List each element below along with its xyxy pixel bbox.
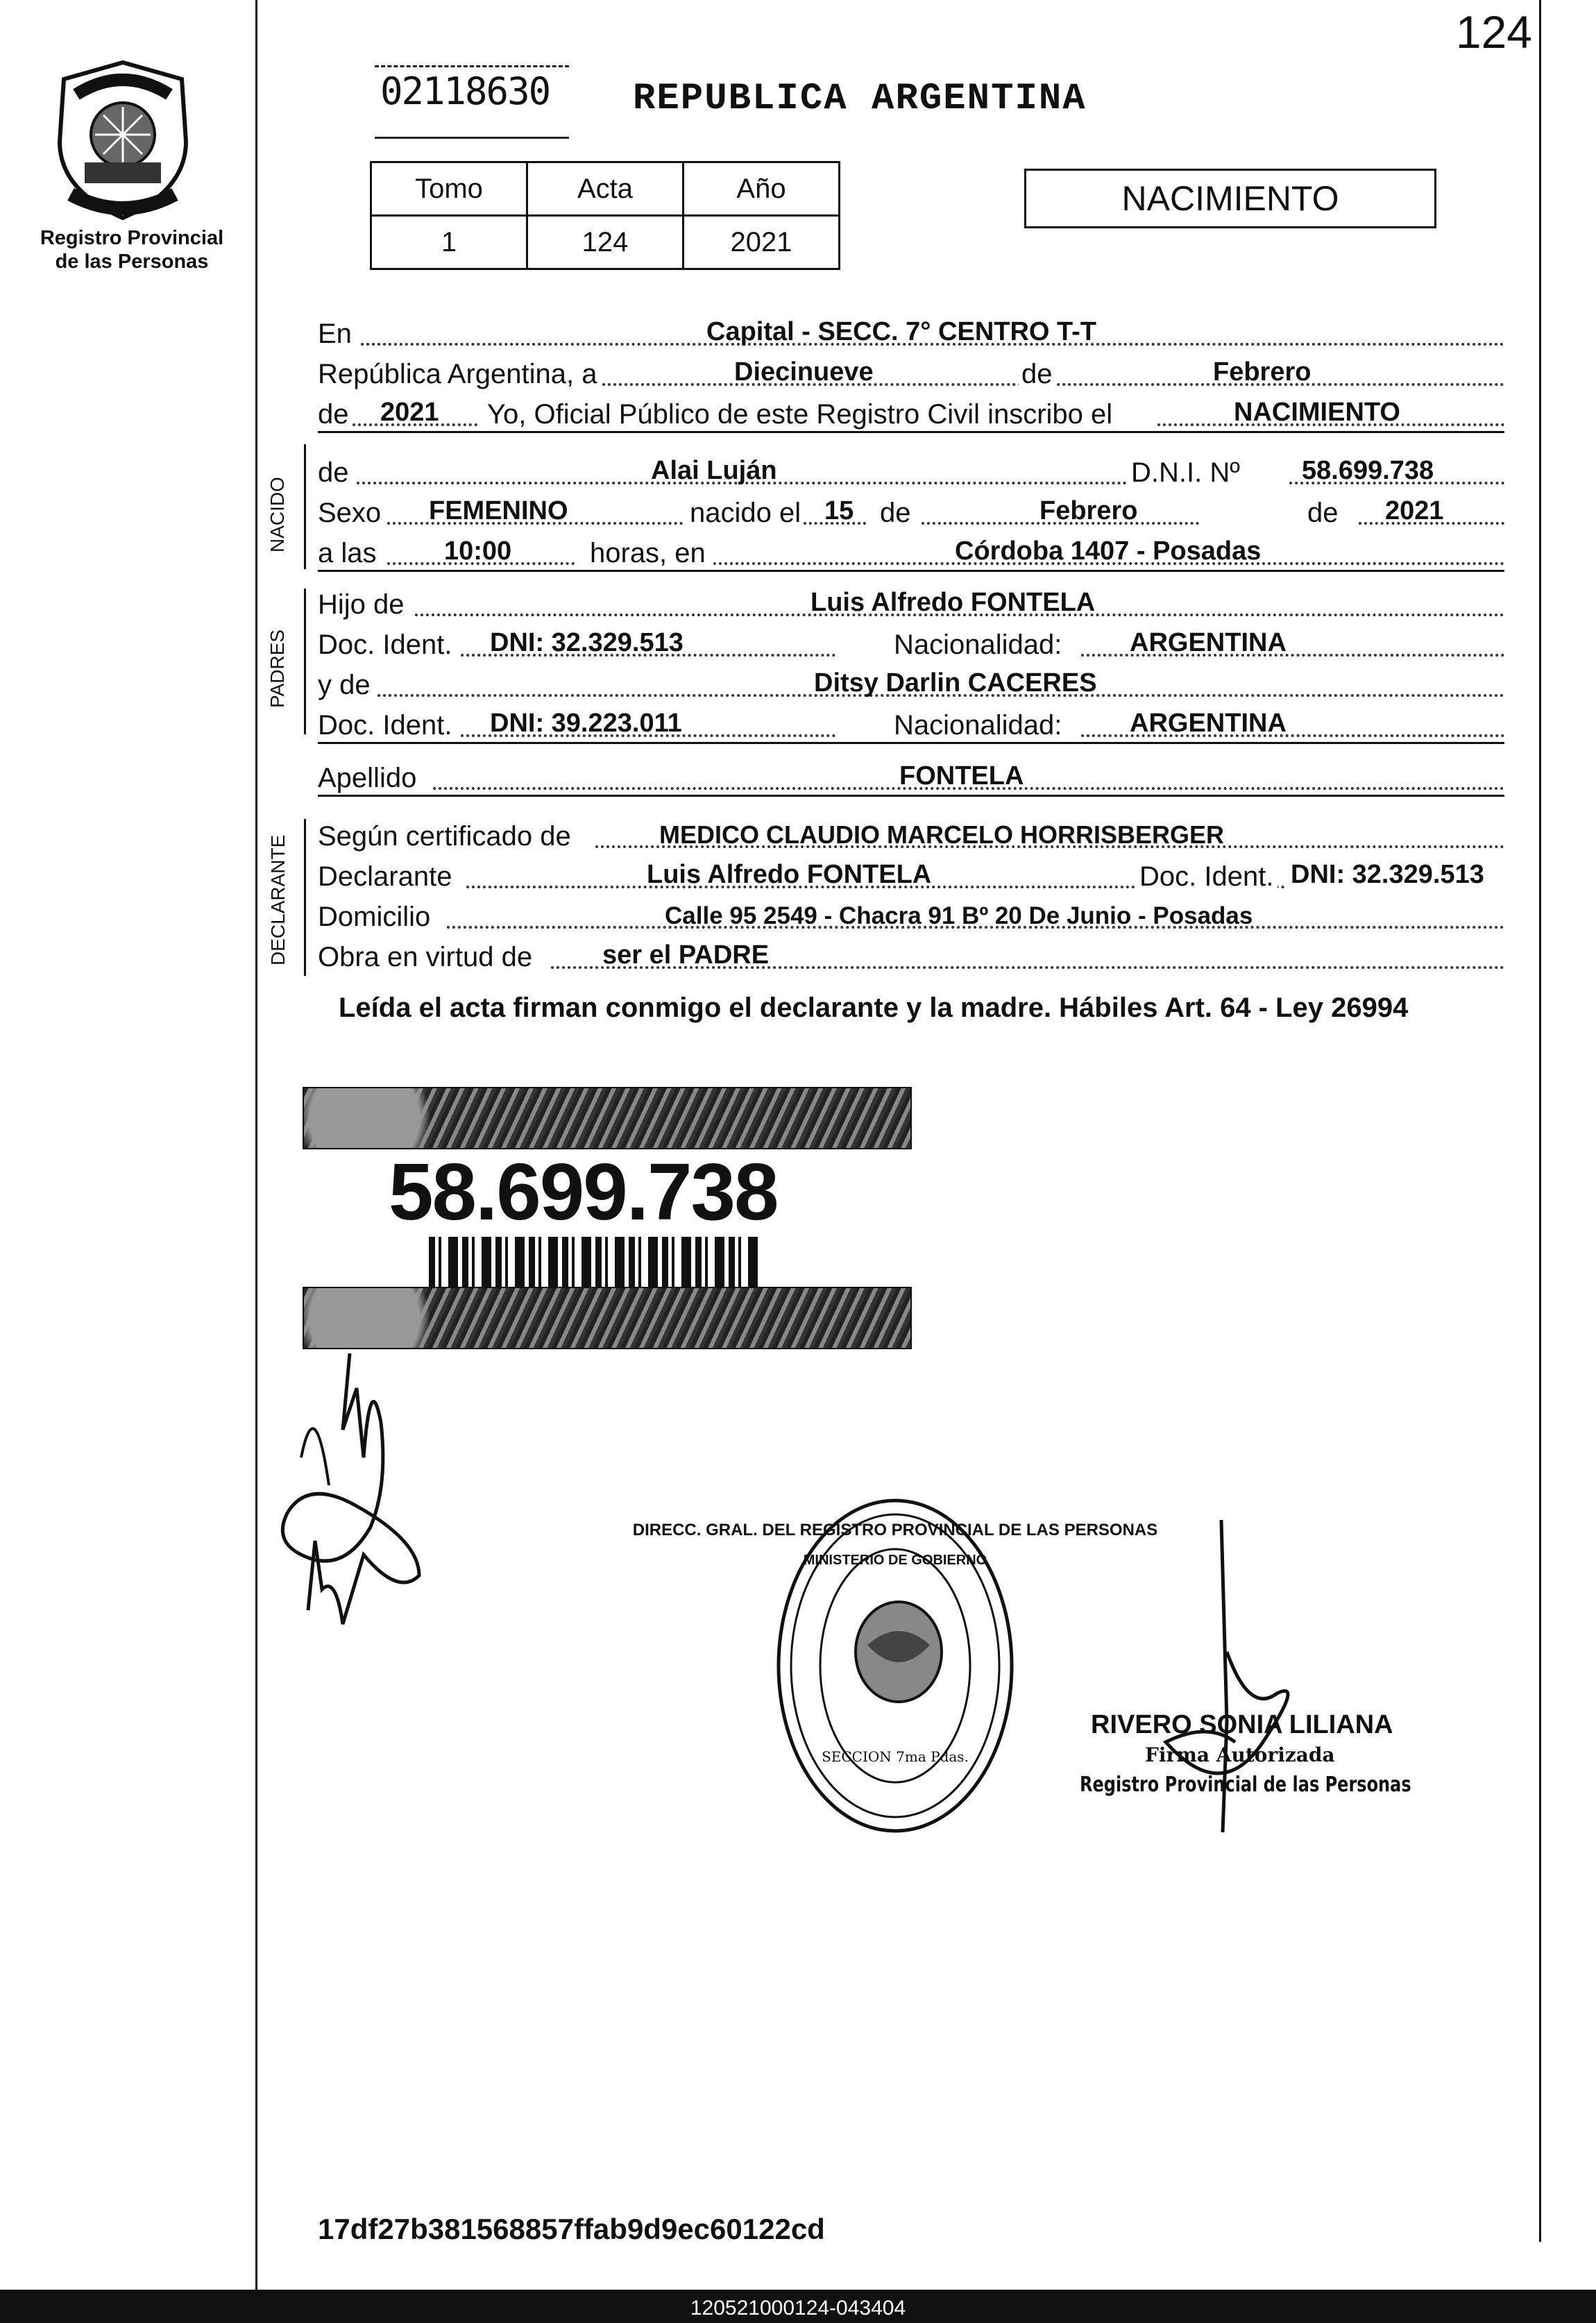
province-emblem-icon <box>50 58 196 222</box>
row-certificado <box>318 816 1504 855</box>
obra-value: ser el PADRE <box>602 940 770 970</box>
section-nacido: NACIDO <box>266 477 288 552</box>
value-anio: 2021 <box>380 398 439 427</box>
label-sexo: Sexo <box>318 498 382 528</box>
padres-bracket <box>304 589 306 734</box>
label-doc-madre: Doc. Ident. <box>318 710 452 741</box>
row-en <box>318 314 1504 353</box>
padre-nombre: Luis Alfredo FONTELA <box>810 588 1096 617</box>
row-nacido-nombre <box>318 453 1504 491</box>
label-hijo-de: Hijo de <box>318 589 405 620</box>
nacido-dia: 15 <box>824 496 854 525</box>
domicilio-value: Calle 95 2549 - Chacra 91 Bº 20 De Junio - Posadas <box>665 902 1253 929</box>
label-nac-madre: Nacionalidad: <box>894 710 1062 741</box>
label-doc-padre: Doc. Ident. <box>318 630 452 660</box>
label-a-las: a las <box>318 538 377 568</box>
authority-org: Registro Provincial de las Personas <box>1080 1773 1411 1797</box>
page-number: 124 <box>1455 6 1532 58</box>
registry-caption <box>35 226 229 273</box>
value-en: Capital - SECC. 7° CENTRO T-T <box>706 317 1097 346</box>
label-dni: D.N.I. Nº <box>1128 457 1243 489</box>
act-type-box: NACIMIENTO <box>1024 169 1436 228</box>
label-de: de <box>1019 359 1055 390</box>
value-acta: 124 <box>527 216 684 269</box>
label-nacido-el: nacido el <box>684 498 806 529</box>
seal-inner-text: MINISTERIO DE GOBIERNO <box>803 1553 987 1568</box>
value-dia: Diecinueve <box>734 357 874 387</box>
label-y-de: y de <box>318 670 371 700</box>
label-obra: Obra en virtud de <box>318 942 533 972</box>
nacido-anio: 2021 <box>1385 496 1444 525</box>
section-padres: PADRES <box>266 629 288 708</box>
serial-number: 02118630 <box>380 69 550 113</box>
label-de-nombre: de <box>318 457 349 488</box>
nacido-hora: 10:00 <box>444 537 512 566</box>
closing-statement: Leída el acta firman conmigo el declarante y la madre. Hábiles Art. 64 - Ley 26994 <box>339 992 1409 1023</box>
row-obra <box>318 937 1504 976</box>
nacido-bracket <box>304 444 306 569</box>
row-madre <box>318 665 1504 704</box>
value-anio: 2021 <box>684 216 840 269</box>
header-anio: Año <box>684 162 840 216</box>
registry-seal <box>632 1492 1158 1839</box>
seal-section: SECCION 7ma Pdas. <box>822 1748 969 1765</box>
footer-id: 120521000124-043404 <box>690 2297 906 2320</box>
document-hash: 17df27b381568857ffab9d9ec60122cd <box>318 2213 825 2245</box>
header-tomo: Tomo <box>371 162 527 216</box>
padre-nacionalidad: ARGENTINA <box>1130 628 1287 657</box>
row-padre-doc <box>318 625 1504 664</box>
row-padre <box>318 584 1504 623</box>
text-yo: Yo, Oficial Público de este Registro Civil inscribo el <box>487 399 1113 430</box>
value-inscribe: NACIMIENTO <box>1234 398 1400 427</box>
authority-title: Firma Autorizada <box>1145 1743 1335 1766</box>
left-margin-line <box>255 0 257 2290</box>
authority-name: RIVERO SONIA LILIANA <box>1091 1710 1393 1739</box>
nacido-lugar: Córdoba 1407 - Posadas <box>955 537 1262 566</box>
declarante-signature <box>260 1346 454 1645</box>
nacido-dni: 58.699.738 <box>1302 456 1434 485</box>
madre-nombre: Ditsy Darlin CACERES <box>814 668 1097 698</box>
label-declarante: Declarante <box>318 861 452 892</box>
security-band-bottom <box>303 1287 912 1349</box>
nacido-mes: Febrero <box>1039 496 1138 525</box>
row-nacido-hora <box>318 533 1504 572</box>
label-republica: República Argentina, a <box>318 359 597 389</box>
registry-caption-line2: de las Personas <box>55 251 209 273</box>
register-table <box>370 161 840 270</box>
label-de-anio2: de <box>1303 498 1343 529</box>
header-acta: Acta <box>527 162 684 216</box>
row-fecha <box>318 354 1504 393</box>
certificado-value: MEDICO CLAUDIO MARCELO HORRISBERGER <box>659 820 1225 849</box>
madre-doc: DNI: 39.223.011 <box>490 709 682 738</box>
label-en: En <box>318 319 352 349</box>
row-declarante <box>318 856 1504 895</box>
row-apellido <box>318 758 1504 797</box>
label-horas-en: horas, en <box>590 538 706 568</box>
row-domicilio <box>318 897 1504 936</box>
nacido-nombre: Alai Luján <box>651 456 777 485</box>
label-apellido: Apellido <box>318 763 417 793</box>
row-madre-doc <box>318 705 1504 744</box>
madre-nacionalidad: ARGENTINA <box>1130 709 1287 738</box>
label-doc-declarante: Doc. Ident. <box>1135 861 1277 893</box>
nacido-sexo: FEMENINO <box>429 496 568 525</box>
registry-caption-line1: Registro Provincial <box>40 227 224 249</box>
security-band-top <box>303 1087 912 1149</box>
label-de-mes: de <box>880 498 911 528</box>
label-nac-padre: Nacionalidad: <box>894 630 1062 660</box>
row-nacido-sexo <box>318 493 1504 532</box>
row-inscribe <box>318 394 1504 433</box>
label-certificado: Según certificado de <box>318 821 571 852</box>
right-margin-line <box>1539 0 1541 2242</box>
declarante-bracket <box>304 819 306 976</box>
value-tomo: 1 <box>371 216 527 269</box>
seal-text: DIRECC. GRAL. DEL REGISTRO PROVINCIAL DE LAS PERSONAS <box>632 1521 1158 1539</box>
declarante-nombre: Luis Alfredo FONTELA <box>647 860 932 889</box>
value-mes: Febrero <box>1213 357 1311 387</box>
label-de-anio: de <box>318 399 349 430</box>
declarante-doc: DNI: 32.329.513 <box>1291 860 1484 889</box>
padre-doc: DNI: 32.329.513 <box>490 628 684 657</box>
country-title: REPUBLICA ARGENTINA <box>633 78 1087 120</box>
section-declarante: DECLARANTE <box>267 834 289 965</box>
apellido-value: FONTELA <box>899 761 1024 791</box>
label-domicilio: Domicilio <box>318 902 431 932</box>
dni-large-number: 58.699.738 <box>389 1147 778 1237</box>
